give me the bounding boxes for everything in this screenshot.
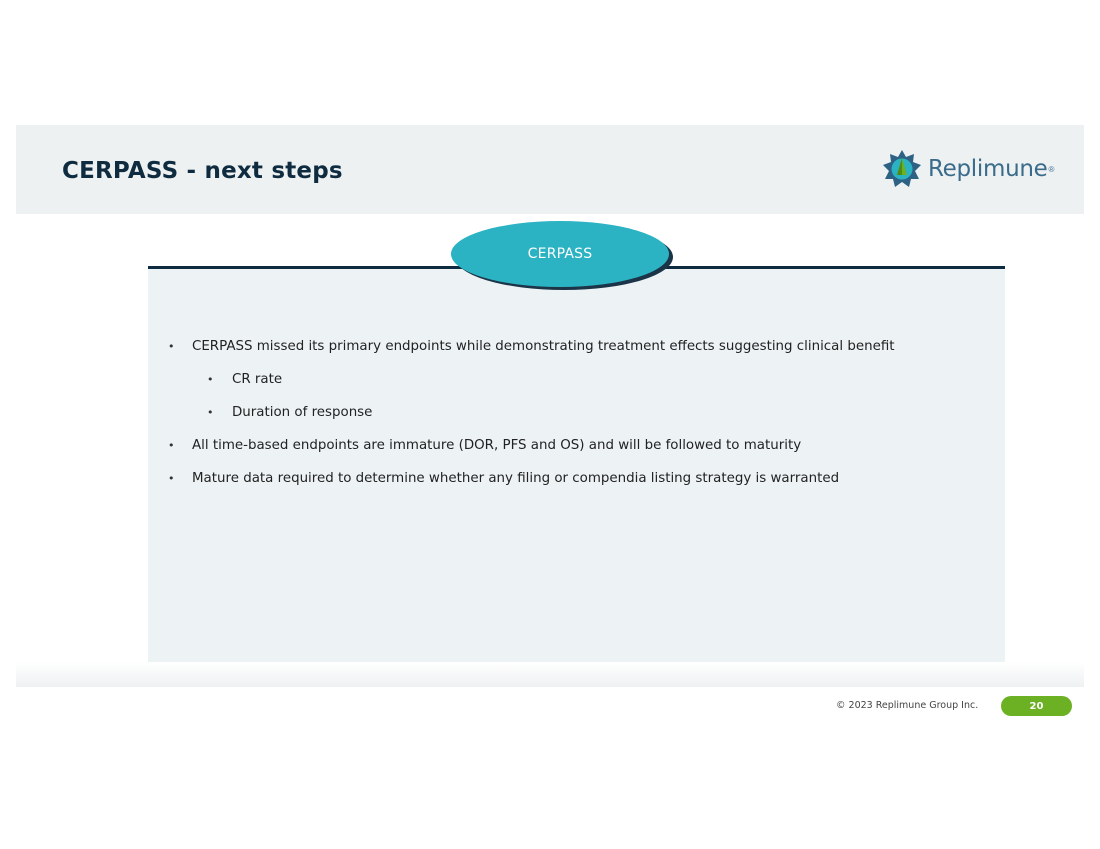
- bullet-item: [166, 336, 895, 369]
- section-oval-label: CERPASS: [451, 221, 669, 287]
- sub-bullet-item: [166, 369, 895, 402]
- bullet-item: [166, 468, 895, 501]
- bottom-fade-band: [16, 662, 1084, 687]
- replimune-logo: [882, 149, 1054, 189]
- logo-registered-mark: ®: [1048, 164, 1055, 174]
- page-number-badge: 20: [1001, 696, 1072, 716]
- bullet-text: CR rate: [232, 372, 283, 387]
- bullet-text: Duration of response: [232, 405, 373, 420]
- bullet-text: CERPASS missed its primary endpoints while demonstrating treatment effects suggesting clinical benefit: [192, 339, 895, 354]
- slide-title: CERPASS - next steps: [62, 158, 343, 184]
- sub-bullet-item: [166, 402, 895, 435]
- bullet-glyph: •: [207, 373, 214, 386]
- logo-wordmark: Replimune: [928, 156, 1048, 182]
- slide: [16, 125, 1084, 687]
- bullet-glyph: •: [168, 340, 175, 353]
- bullet-text: All time-based endpoints are immature (DOR, PFS and OS) and will be followed to maturity: [192, 438, 802, 453]
- bullet-item: [166, 435, 895, 468]
- bullet-list: [166, 336, 895, 501]
- replimune-logo-icon: [882, 149, 922, 189]
- bullet-glyph: •: [207, 406, 214, 419]
- footer-copyright: © 2023 Replimune Group Inc.: [836, 700, 979, 711]
- bullet-text: Mature data required to determine whether any filing or compendia listing strategy is warranted: [192, 471, 840, 486]
- bullet-glyph: •: [168, 439, 175, 452]
- bullet-glyph: •: [168, 472, 175, 485]
- header-band: [16, 125, 1084, 214]
